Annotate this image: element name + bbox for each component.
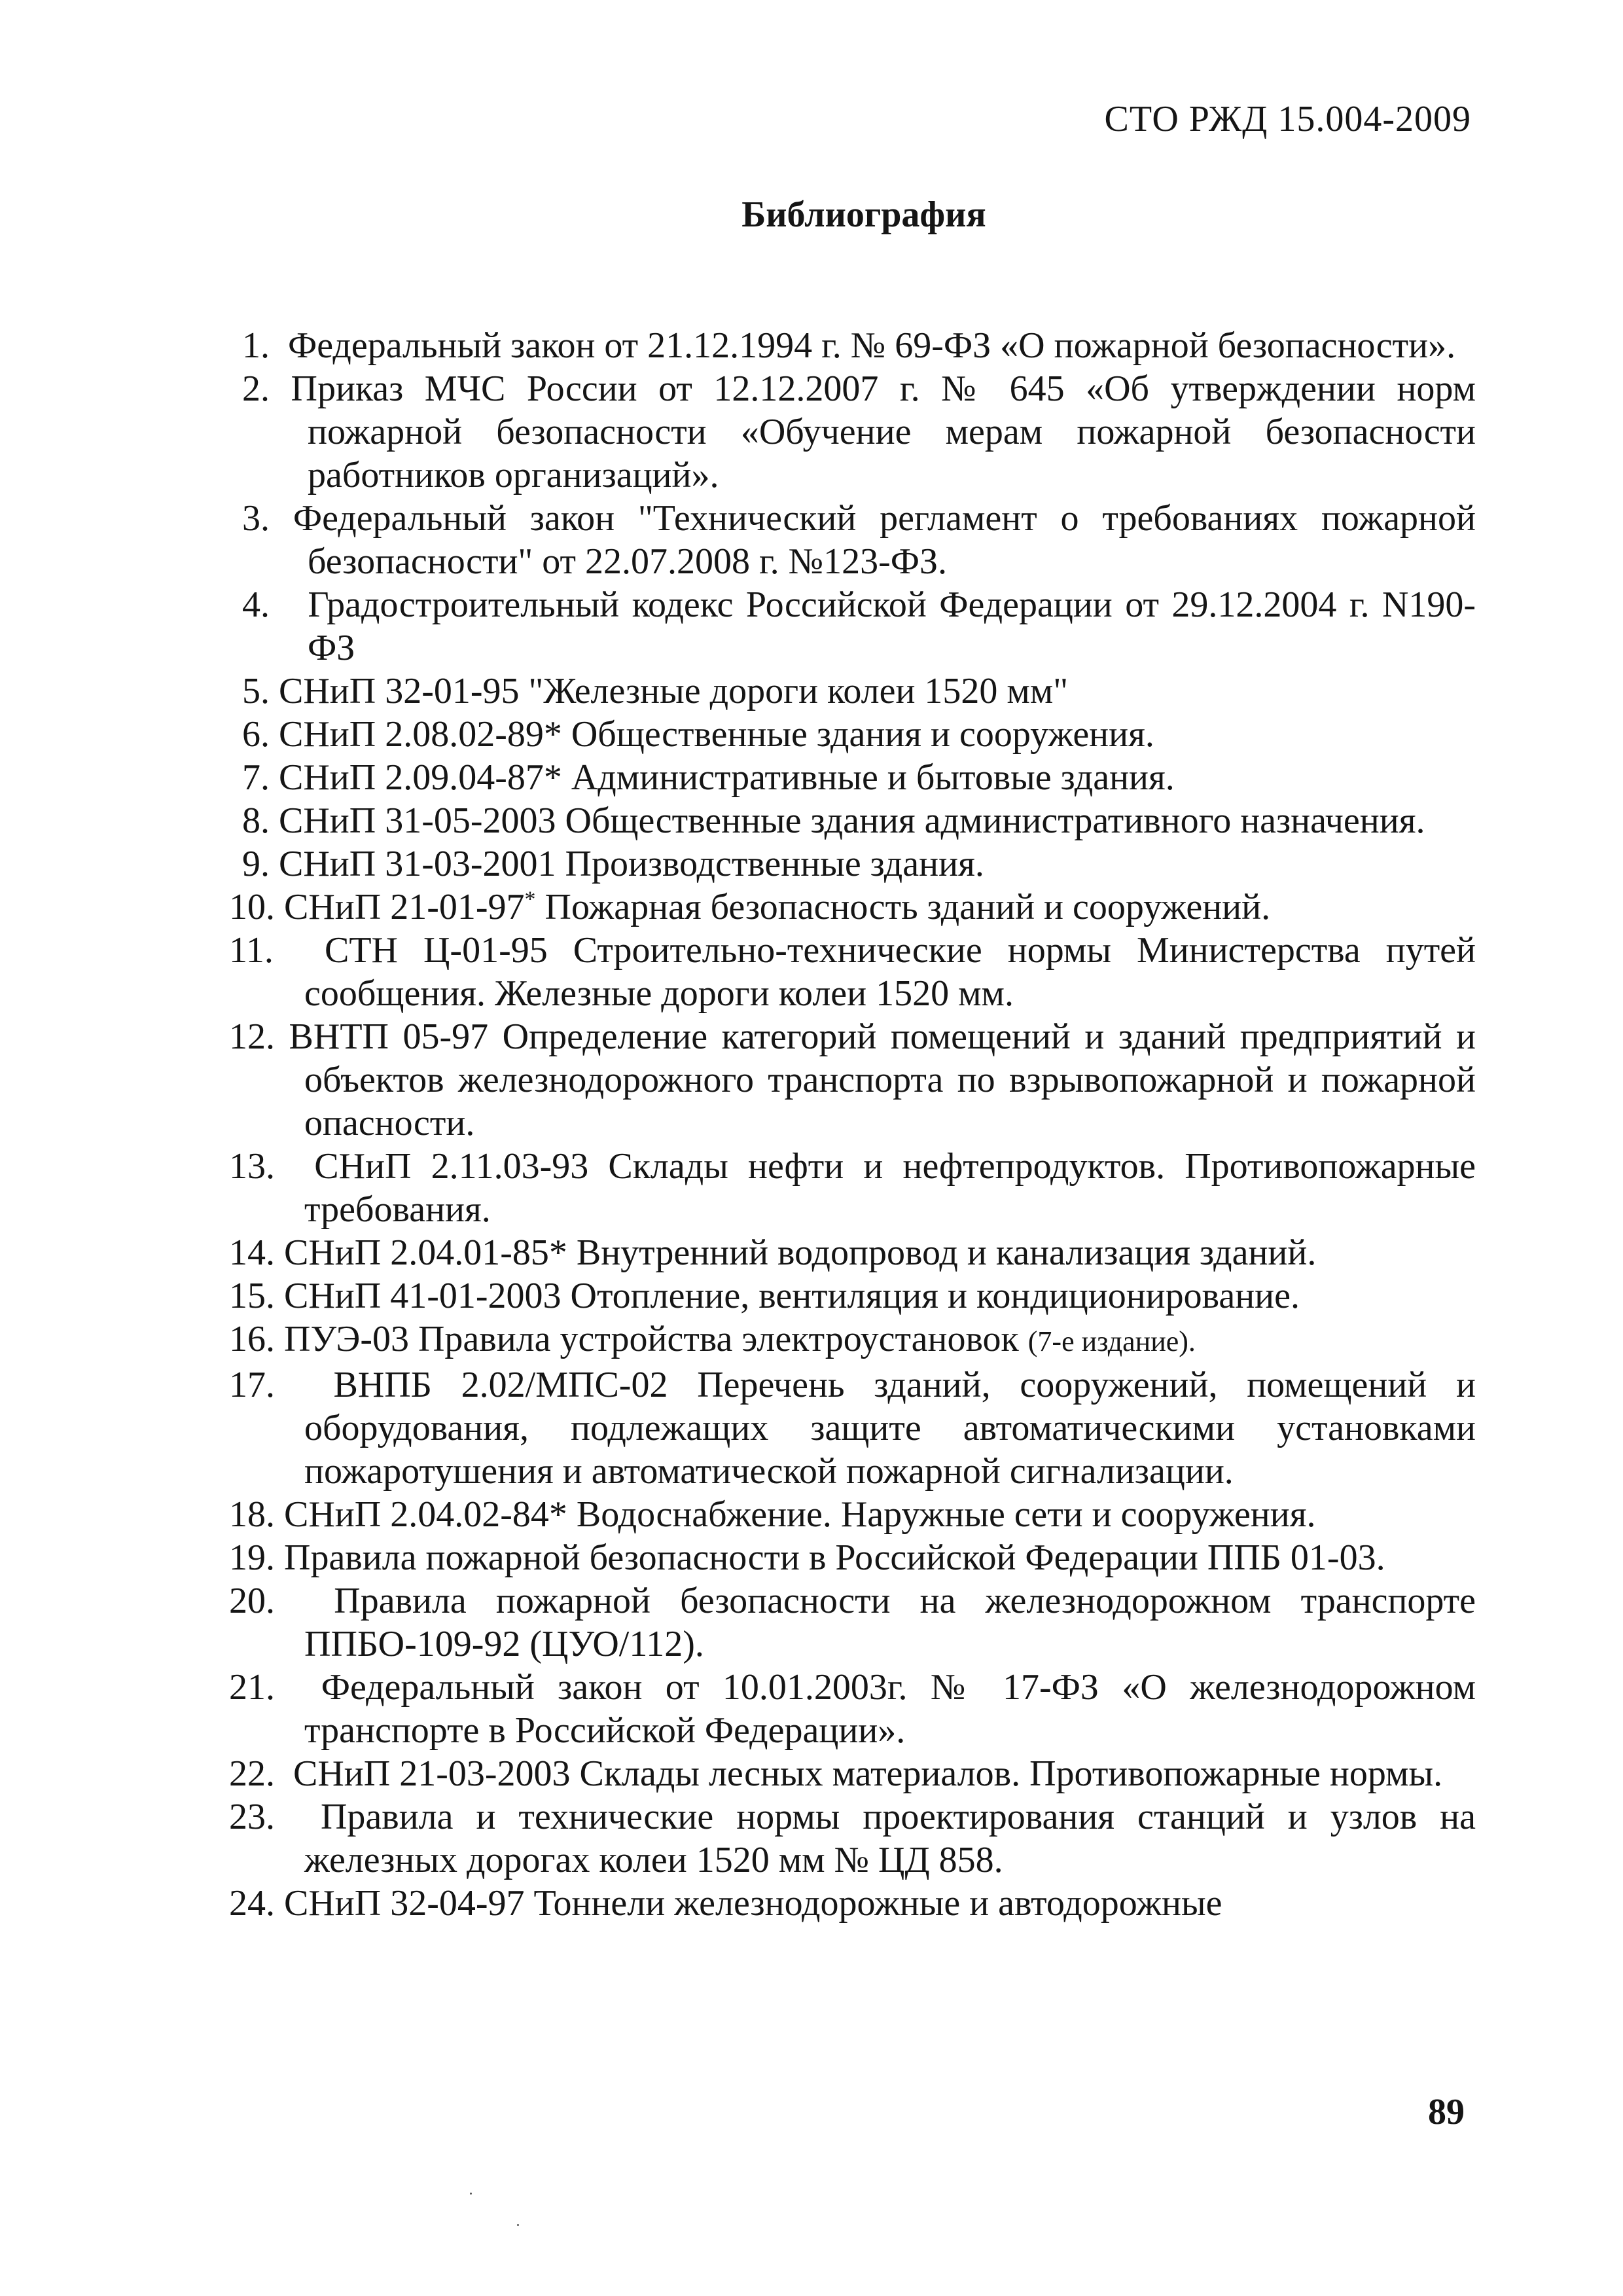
item-number: 20. [229, 1581, 275, 1621]
list-item [229, 670, 1476, 713]
item-number: 7. [242, 757, 270, 798]
document-code: СТО РЖД 15.004-2009 [1104, 99, 1471, 139]
item-text: ВНПБ 2.02/МПС-02 Перечень зданий, сооружений, помещений и оборудования, подлежащих защите автоматическими установками пожаротушения и автоматической пожарной сигнализации. [304, 1365, 1476, 1492]
list-item [229, 497, 1476, 583]
list-item [229, 583, 1476, 670]
item-text: СНиП 31-05-2003 Общественные здания административного назначения. [279, 800, 1425, 841]
item-number: 5. [242, 671, 270, 711]
list-item [229, 929, 1476, 1015]
list-item [229, 1666, 1476, 1752]
item-number: 8. [242, 800, 270, 841]
item-text: СНиП 21-01-97 [284, 887, 525, 927]
scan-speck [470, 2193, 472, 2195]
item-text: Пожарная безопасность зданий и сооружений. [535, 887, 1271, 927]
list-item [229, 1493, 1476, 1536]
item-number: 17. [229, 1365, 275, 1405]
list-item [229, 1579, 1476, 1666]
item-text: Федеральный закон от 10.01.2003г. № 17-ФЗ «О железнодорожном транспорте в Российской Федерации». [304, 1667, 1476, 1751]
list-item [229, 886, 1476, 929]
item-number: 13. [229, 1146, 275, 1187]
item-text: СНиП 2.11.03-93 Склады нефти и нефтепродуктов. Противопожарные требования. [304, 1146, 1476, 1230]
item-text: СНиП 2.08.02-89* Общественные здания и сооружения. [279, 714, 1154, 755]
edition-note: (7-е издание). [1027, 1325, 1196, 1357]
list-item [229, 1795, 1476, 1882]
list-item [229, 324, 1476, 367]
list-item [229, 1752, 1476, 1795]
item-text: СНиП 2.09.04-87* Административные и бытовые здания. [279, 757, 1175, 798]
item-text: СНиП 2.04.01-85* Внутренний водопровод и канализация зданий. [284, 1232, 1317, 1273]
item-number: 15. [229, 1276, 275, 1316]
item-text: Приказ МЧС России от 12.12.2007 г. № 645 «Об утверждении норм пожарной безопасности «Обучение мерам пожарной безопасности работников организаций». [291, 368, 1476, 495]
item-number: 3. [242, 498, 270, 539]
item-text: Правила и технические нормы проектирования станций и узлов на железных дорогах колеи 1520 мм № ЦД 858. [304, 1797, 1476, 1880]
item-text: СНиП 41-01-2003 Отопление, вентиляция и кондиционирование. [284, 1276, 1300, 1316]
item-text: ПУЭ-03 Правила устройства электроустановок [284, 1319, 1028, 1359]
item-number: 22. [229, 1753, 275, 1794]
scan-speck [517, 2224, 519, 2226]
page-number: 89 [1428, 2092, 1465, 2132]
list-item [229, 1145, 1476, 1231]
list-item [229, 713, 1476, 756]
item-text: СНиП 32-01-95 "Железные дороги колеи 1520 мм" [279, 671, 1069, 711]
page-title: Библиография [741, 194, 986, 235]
item-number: 16. [229, 1319, 275, 1359]
item-number: 23. [229, 1797, 275, 1837]
item-number: 12. [229, 1016, 275, 1057]
item-number: 1. [242, 325, 270, 366]
list-item [229, 1536, 1476, 1579]
item-number: 14. [229, 1232, 275, 1273]
item-number: 18. [229, 1494, 275, 1535]
item-number: 21. [229, 1667, 275, 1708]
item-number: 10. [229, 887, 275, 927]
footnote-asterisk: * [524, 887, 536, 912]
item-text: ВНТП 05-97 Определение категорий помещений и зданий предприятий и объектов железнодорожного транспорта по взрывопожарной и пожарной опасности. [289, 1016, 1476, 1143]
list-item [229, 1015, 1476, 1145]
list-item [229, 842, 1476, 886]
item-text: Федеральный закон "Технический регламент о требованиях пожарной безопасности" от 22.07.2008 г. №123-ФЗ. [293, 498, 1476, 582]
list-item [229, 1274, 1476, 1318]
item-number: 19. [229, 1537, 275, 1578]
item-text: СНиП 31-03-2001 Производственные здания. [279, 844, 984, 884]
item-number: 11. [229, 930, 274, 971]
item-text: Правила пожарной безопасности в Российской Федерации ППБ 01-03. [284, 1537, 1385, 1578]
item-text: СНиП 32-04-97 Тоннели железнодорожные и автодорожные [284, 1883, 1222, 1924]
list-item [229, 367, 1476, 497]
item-text: Федеральный закон от 21.12.1994 г. № 69-ФЗ «О пожарной безопасности». [288, 325, 1456, 366]
item-number: 2. [242, 368, 270, 409]
item-text: СНиП 2.04.02-84* Водоснабжение. Наружные сети и сооружения. [284, 1494, 1316, 1535]
item-text: СНиП 21-03-2003 Склады лесных материалов. Противопожарные нормы. [293, 1753, 1443, 1794]
list-item [229, 756, 1476, 799]
bibliography-list [229, 324, 1476, 1925]
list-item [229, 1318, 1476, 1363]
item-number: 6. [242, 714, 270, 755]
list-item [229, 799, 1476, 842]
item-text: Правила пожарной безопасности на железнодорожном транспорте ППБО-109-92 (ЦУО/112). [304, 1581, 1476, 1664]
item-number: 9. [242, 844, 270, 884]
item-text: СТН Ц-01-95 Строительно-технические нормы Министерства путей сообщения. Железные дороги колеи 1520 мм. [304, 930, 1476, 1014]
list-item [229, 1363, 1476, 1493]
item-number: 24. [229, 1883, 275, 1924]
item-number: 4. [242, 584, 270, 625]
list-item [229, 1231, 1476, 1274]
item-text: Градостроительный кодекс Российской Федерации от 29.12.2004 г. N190-ФЗ [308, 584, 1476, 668]
list-item [229, 1882, 1476, 1925]
